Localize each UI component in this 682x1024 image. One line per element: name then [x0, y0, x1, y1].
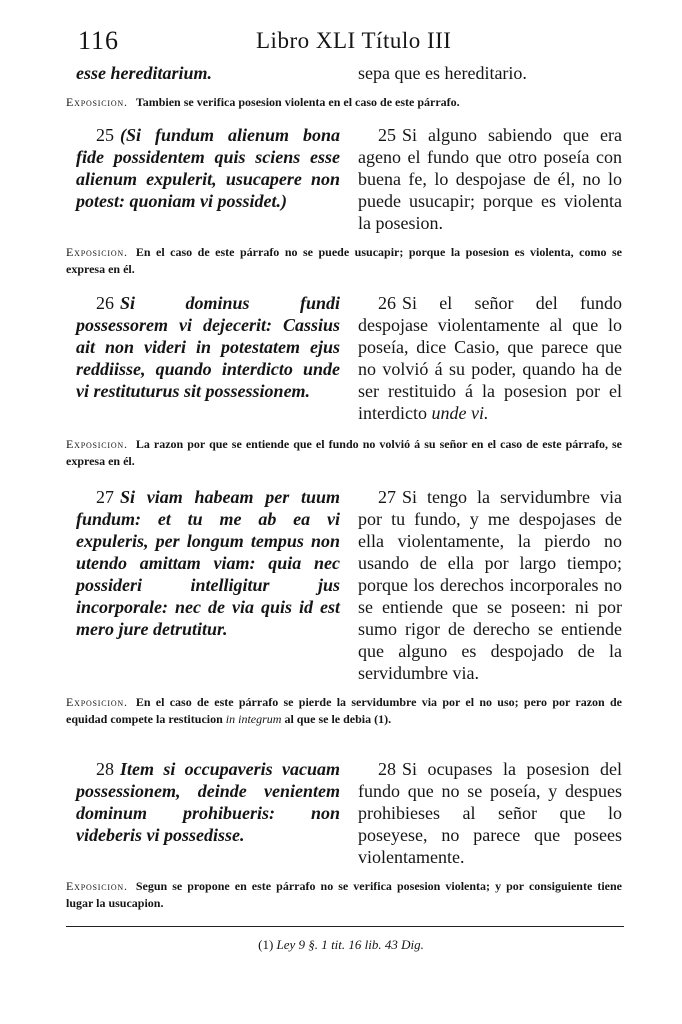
footnote-rule	[66, 926, 624, 927]
latin-section-26	[76, 292, 340, 402]
spanish-section-28	[358, 758, 622, 868]
latin-section-28	[76, 758, 340, 846]
latin-text: Si viam habeam per tuum fundum: et tu me ab ea vi expuleris, per longum tempus non utendo amittam viam: quia nec possideri intelligitur jus incorporale: nec de via quis id est mero jure detrutitur.	[76, 487, 340, 639]
running-title: Libro XLI Título III	[256, 28, 452, 53]
latin-section-25	[76, 124, 340, 212]
exposition-label: Exposicion.	[66, 879, 128, 893]
exposition-text: En el caso de este párrafo no se puede usucapir; porque la posesion es violenta, como se expresa en él.	[66, 245, 622, 276]
footnote-ref-a: Ley 9 §. 1	[276, 937, 328, 952]
spanish-text: Si ocupases la posesion del fundo que no se poseía, y despues prohibieses al señor que lo poseyese, no parece que posees violentamente.	[358, 759, 622, 867]
exposition-text: Tambien se verifica posesion violenta en el caso de este párrafo.	[135, 95, 460, 109]
spanish-text: Si tengo la servidumbre via por tu fundo, y me despojases de ella violentamente, la pierdo no usando de ella por largo tiempo; porque los derechos incorporales no se entiende que se poseen: ni por sumo rigor de derecho se entiende que alguno es despojado de la servidumbre via.	[358, 487, 622, 683]
footnote-ref-b: tit. 16 lib. 43 Dig.	[331, 937, 424, 952]
latin-text: Item si occupaveris vacuam possessionem, deinde venientem dominum prohibueris: non videberis vi possedisse.	[76, 759, 340, 845]
exposition-label: Exposicion.	[66, 695, 128, 709]
exposition-text-b: al que se le debia (1).	[284, 712, 392, 726]
section-number: 28	[378, 759, 396, 779]
spanish-text: Si el señor del fundo despojase violentamente al que lo poseía, dice Casio, que parece que no volvió á su poder, quando ha de ser restituido á la posesion por el interdicto	[358, 293, 622, 423]
spanish-continuation: sepa que es hereditario.	[358, 63, 527, 83]
section-number: 28	[96, 759, 114, 779]
exposition-2	[66, 244, 622, 278]
exposition-label: Exposicion.	[66, 437, 128, 451]
footnote-marker: (1)	[258, 937, 274, 952]
spanish-text: Si alguno sabiendo que era ageno el fundo que otro poseía con buena fe, lo despojase de él, no lo puede usucapir; porque es violenta la posesion.	[358, 125, 622, 233]
latin-text: (Si fundum alienum bona fide possidentem quis sciens esse alienum expulerit, usucapere non potest: quoniam vi possidet.)	[76, 125, 340, 211]
section-number: 25	[378, 125, 396, 145]
exposition-3	[66, 436, 622, 470]
footnote	[0, 936, 682, 954]
latin-section-27	[76, 486, 340, 640]
exposition-label: Exposicion.	[66, 95, 128, 109]
section-number: 26	[378, 293, 396, 313]
exposition-label: Exposicion.	[66, 245, 128, 259]
section-number: 26	[96, 293, 114, 313]
section-number: 25	[96, 125, 114, 145]
section-number: 27	[378, 487, 396, 507]
latin-continuation: esse hereditarium.	[76, 63, 213, 83]
spanish-section-25	[358, 124, 622, 234]
page-number: 116	[78, 26, 120, 55]
interdict-name: unde vi.	[431, 403, 489, 423]
exposition-5	[66, 878, 622, 912]
exposition-text: Segun se propone en este párrafo no se verifica posesion violenta; y por consiguiente tiene lugar la usucapion.	[66, 879, 622, 910]
exposition-1	[66, 94, 622, 111]
latin-text: Si dominus fundi possessorem vi dejecerit: Cassius ait non videri in potestatem ejus reddiisse, quando interdicto unde vi restituturus sit possessionem.	[76, 293, 340, 401]
exposition-text-a: En el caso de este párrafo se pierde la servidumbre via por el no uso; pero por razon de equidad compete la restitucion	[66, 695, 622, 726]
running-head	[78, 26, 626, 56]
spanish-section-27	[358, 486, 622, 684]
exposition-italic: in integrum	[225, 712, 282, 726]
exposition-text: La razon por que se entiende que el fundo no volvió á su señor en el caso de este párrafo, se expresa en él.	[66, 437, 622, 468]
section-number: 27	[96, 487, 114, 507]
exposition-4	[66, 694, 622, 728]
spanish-section-26	[358, 292, 622, 424]
